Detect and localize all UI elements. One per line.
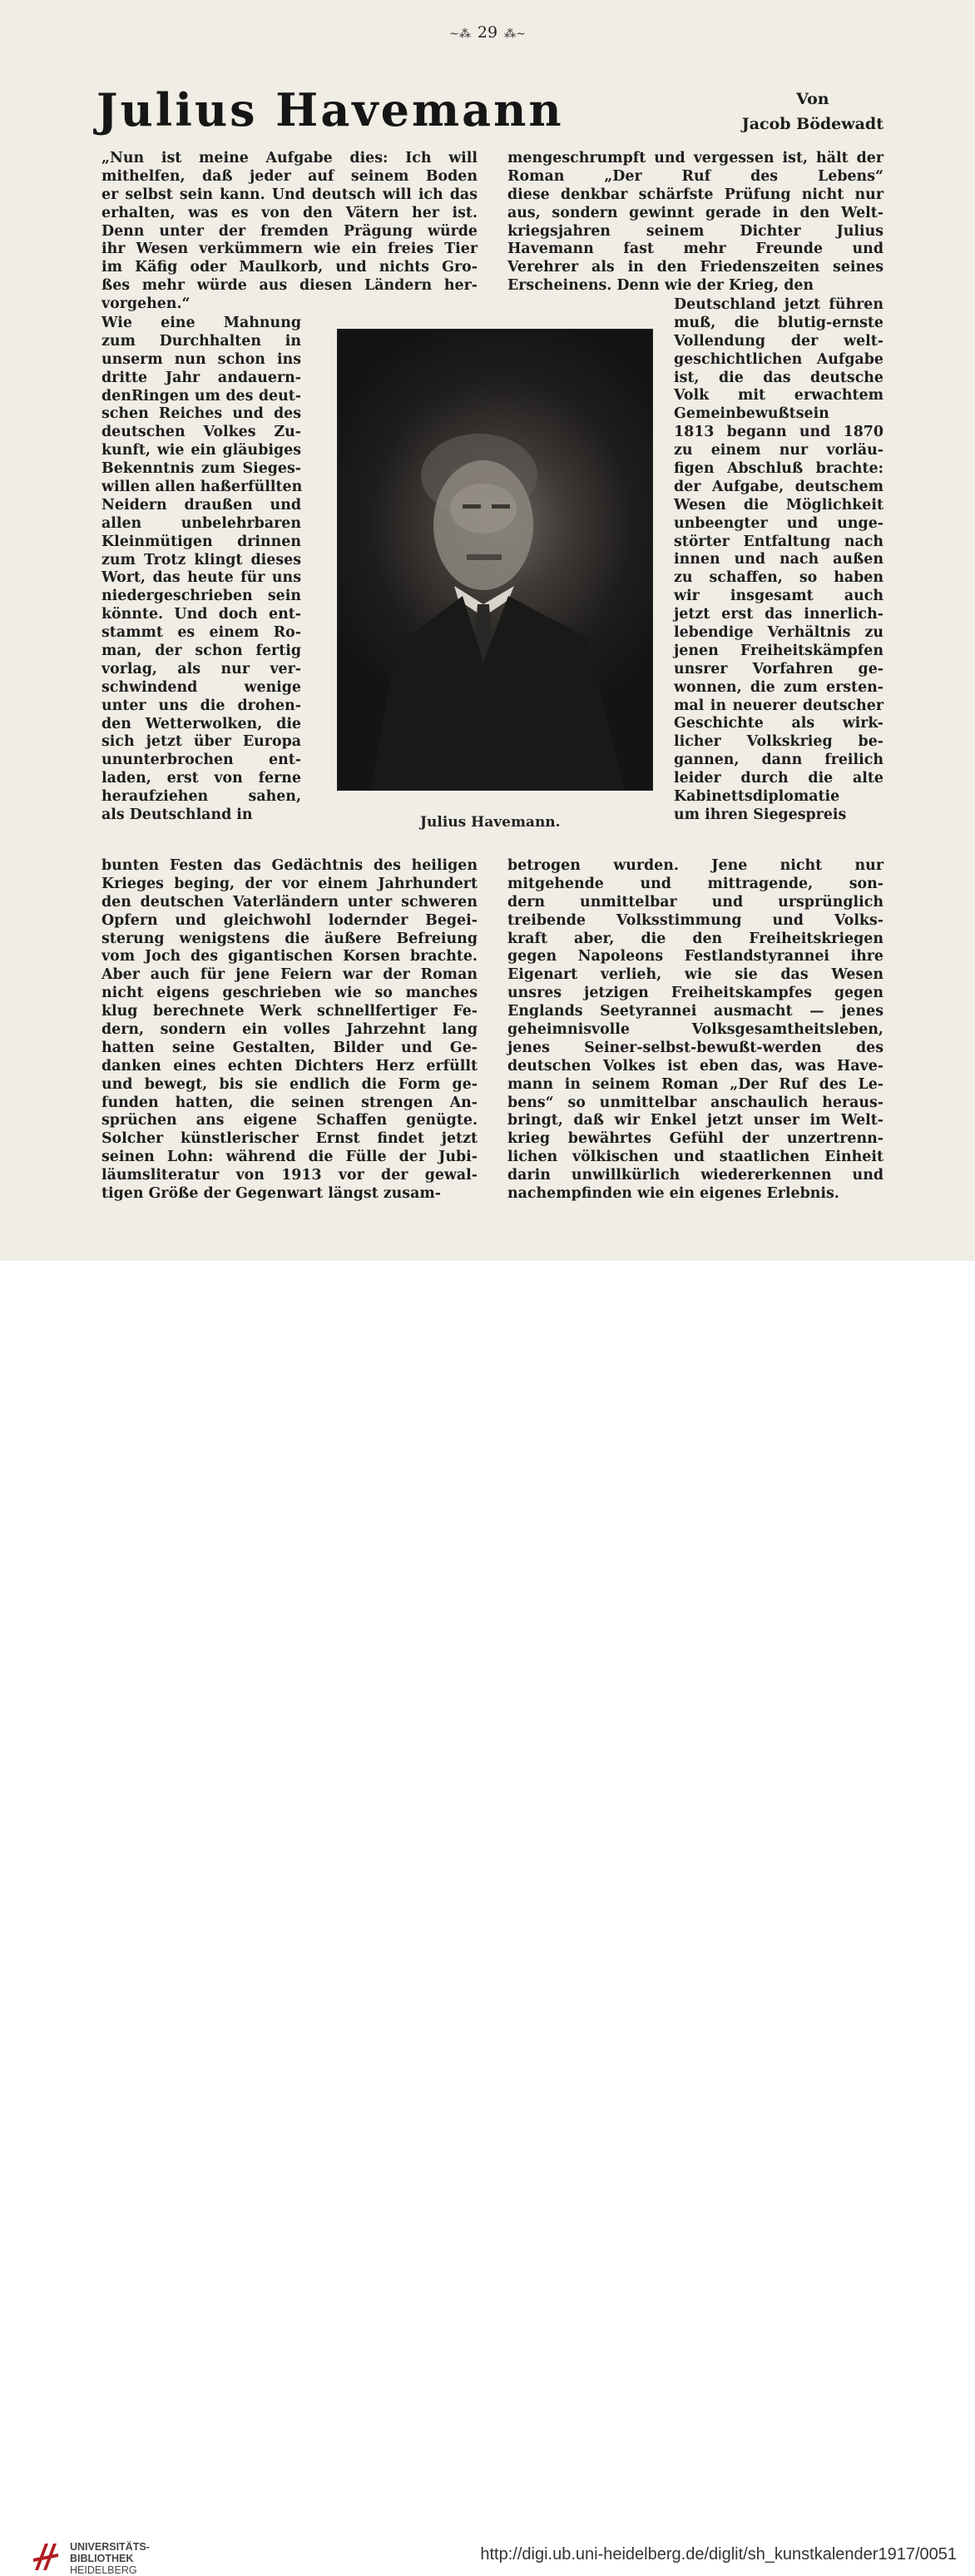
text-line: Roman „Der Ruf des Lebens“ bbox=[507, 167, 883, 185]
text-line: leider durch die alte bbox=[674, 770, 883, 787]
text-line: vom Joch des gigantischen Korsen brachte. bbox=[101, 948, 478, 965]
text-line: heraufziehen sahen, bbox=[101, 788, 301, 806]
right-ornament-icon: ⁂~ bbox=[504, 27, 526, 41]
text-line: ist, die das deutsche bbox=[674, 369, 883, 386]
text-line: im Käfig oder Maulkorb, und nichts Gro- bbox=[101, 259, 478, 276]
column-right-bottom bbox=[507, 857, 883, 1204]
text-line: gegen Napoleons Festlandstyrannei ihre bbox=[507, 948, 883, 965]
text-line: zu schaffen, so haben bbox=[674, 569, 883, 587]
left-eye bbox=[463, 504, 481, 509]
text-line: ßes mehr würde aus diesen Ländern her- bbox=[101, 277, 478, 295]
text-line: dern unmittelbar und ursprünglich bbox=[507, 893, 883, 911]
text-line: kriegsjahren seinem Dichter Julius bbox=[507, 222, 883, 240]
mustache bbox=[467, 554, 502, 560]
text-line: läumsliteratur von 1913 vor der gewal- bbox=[101, 1167, 478, 1184]
text-line: dritte Jahr andauern- bbox=[101, 369, 301, 386]
text-line: danken eines echten Dichters Herz erfüllt bbox=[101, 1057, 478, 1075]
text-line: betrogen wurden. Jene nicht nur bbox=[507, 857, 883, 874]
text-line: ihr Wesen verkümmern wie ein freies Tier bbox=[101, 241, 478, 258]
text-line: licher Volkskrieg be- bbox=[674, 733, 883, 751]
text-line: krieg bewährtes Gefühl der unzertrenn- bbox=[507, 1130, 883, 1148]
text-line: sprüchen ans eigene Schaffen genügte. bbox=[101, 1112, 478, 1129]
text-line: Kabinettsdiplomatie bbox=[674, 788, 840, 806]
text-line: erhalten, was es von den Vätern her ist. bbox=[101, 204, 478, 221]
text-line: als Deutschland in bbox=[101, 807, 253, 824]
article-title: Julius Havemann bbox=[97, 83, 564, 136]
text-line: bunten Festen das Gedächtnis des heiligen bbox=[101, 857, 478, 874]
text-line: den Wetterwolken, die bbox=[101, 715, 301, 732]
byline bbox=[742, 87, 883, 136]
text-line: funden hatten, die seinen strengen An- bbox=[101, 1094, 478, 1111]
column-left-bottom bbox=[101, 857, 478, 1204]
text-line: figen Abschluß brachte: bbox=[674, 460, 883, 478]
text-line: Deutschland jetzt führen bbox=[674, 296, 883, 313]
text-line: ununterbrochen ent- bbox=[101, 752, 301, 769]
text-line: gannen, dann freilich bbox=[674, 752, 883, 769]
text-line: vorgehen.“ bbox=[101, 295, 191, 313]
text-line: denRingen um des deut- bbox=[101, 387, 301, 405]
byline-von: Von bbox=[796, 90, 829, 108]
text-line: Vollendung der welt- bbox=[674, 332, 883, 350]
logo-line-1: UNIVERSITÄTS- bbox=[70, 2541, 150, 2553]
text-line: nachempfinden wie ein eigenes Erlebnis. bbox=[507, 1185, 839, 1203]
page-number bbox=[0, 23, 975, 42]
text-line: treibende Volksstimmung und Volks- bbox=[507, 911, 883, 929]
text-line: sterung wenigstens die äußere Befreiung bbox=[101, 930, 478, 947]
text-line: jenes Seiner-selbst-bewußt-werden des bbox=[507, 1039, 883, 1056]
text-line: Eigenart verlieh, wie sie das Wesen bbox=[507, 966, 883, 984]
logo-line-2: BIBLIOTHEK bbox=[70, 2553, 134, 2564]
left-ornament-icon: ~⁂ bbox=[449, 27, 471, 41]
text-line: mithelfen, daß jeder auf seinem Boden bbox=[101, 167, 478, 185]
suit bbox=[371, 596, 625, 790]
scanned-page bbox=[0, 0, 975, 1261]
university-logo-text[interactable] bbox=[70, 2541, 150, 2576]
text-line: unter uns die drohen- bbox=[101, 697, 301, 714]
text-line: muß, die blutig-ernste bbox=[674, 314, 883, 331]
text-line: darin unwillkürlich wiedererkennen und bbox=[507, 1167, 883, 1184]
text-line: jetzt erst das innerlich- bbox=[674, 606, 883, 623]
text-line: bens“ so unmittelbar anschaulich heraus- bbox=[507, 1094, 883, 1111]
text-line: Neidern draußen und bbox=[101, 496, 301, 514]
text-line: kunft, wie ein gläubiges bbox=[101, 442, 301, 459]
page-number-text: 29 bbox=[477, 23, 498, 42]
portrait-illustration bbox=[338, 330, 652, 790]
text-line: den deutschen Vaterländern unter schweren bbox=[101, 893, 478, 911]
text-line: vorlag, als nur ver- bbox=[101, 660, 301, 678]
text-line: lebendige Verhältnis zu bbox=[674, 624, 883, 642]
logo-line-3: HEIDELBERG bbox=[70, 2564, 137, 2576]
text-line: Englands Seetyrannei ausmacht — jenes bbox=[507, 1003, 883, 1020]
byline-author: Jacob Bödewadt bbox=[741, 115, 883, 133]
text-line: bringt, daß wir Enkel jetzt unser im Welt- bbox=[507, 1112, 883, 1129]
text-line: dern, sondern ein volles Jahrzehnt lang bbox=[101, 1021, 478, 1039]
text-line: unbeengter und unge- bbox=[674, 514, 883, 532]
text-line: zu einem nur vorläu- bbox=[674, 442, 883, 459]
text-line: Wesen die Möglichkeit bbox=[674, 496, 883, 514]
text-line: schwindend wenige bbox=[101, 678, 301, 696]
text-line: unserm nun schon ins bbox=[101, 350, 301, 368]
text-line: stammt es einem Ro- bbox=[101, 624, 301, 642]
text-line: geheimnisvolle Volksgesamtheitsleben, bbox=[507, 1021, 883, 1039]
text-line: nicht eigens geschrieben wie so manches bbox=[101, 985, 478, 1002]
column-right-narrow bbox=[674, 296, 883, 825]
text-line: seinen Lohn: während die Fülle der Jubi- bbox=[101, 1149, 478, 1166]
text-line: Aber auch für jene Feiern war der Roman bbox=[101, 966, 478, 984]
text-line: innen und nach außen bbox=[674, 551, 883, 568]
text-line: Wie eine Mahnung bbox=[101, 315, 301, 331]
text-line: lichen völkischen und staatlichen Einheit bbox=[507, 1149, 883, 1166]
text-line: niedergeschrieben sein bbox=[101, 588, 301, 605]
text-line: zum Trotz klingt dieses bbox=[101, 551, 301, 568]
column-left-narrow bbox=[101, 315, 301, 825]
portrait-photo bbox=[337, 329, 653, 791]
text-line: Gemeinbewußtsein bbox=[674, 405, 829, 423]
text-line: kraft aber, die den Freiheitskriegen bbox=[507, 930, 883, 947]
text-line: Solcher künstlerischer Ernst findet jetzt bbox=[101, 1130, 478, 1148]
text-line: Krieges beging, der vor einem Jahrhundert bbox=[101, 875, 478, 892]
text-line: 1813 begann und 1870 bbox=[674, 424, 883, 441]
text-line: geschichtlichen Aufgabe bbox=[674, 350, 883, 368]
text-line: störter Entfaltung nach bbox=[674, 533, 883, 550]
text-line: man, der schon fertig bbox=[101, 643, 301, 660]
column-left-top bbox=[101, 150, 478, 314]
text-line: deutschen Volkes ist eben das, was Have- bbox=[507, 1057, 883, 1075]
text-line: laden, erst von ferne bbox=[101, 770, 301, 787]
text-line: unsrer Vorfahren ge- bbox=[674, 660, 883, 678]
text-line: aus, sondern gewinnt gerade in den Welt- bbox=[507, 204, 883, 221]
text-line: unsres jetzigen Freiheitskampfes gegen bbox=[507, 985, 883, 1002]
text-line: schen Reiches und des bbox=[101, 405, 301, 423]
text-line: mitgehende und mittragende, son- bbox=[507, 875, 883, 892]
text-line: um ihren Siegespreis bbox=[674, 806, 847, 823]
photo-caption: Julius Havemann. bbox=[420, 814, 561, 831]
text-line: allen unbelehrbaren bbox=[101, 514, 301, 532]
text-line: sich jetzt über Europa bbox=[101, 733, 301, 751]
text-line: Volk mit erwachtem bbox=[674, 387, 883, 405]
text-line: mengeschrumpft und vergessen ist, hält der bbox=[507, 150, 883, 166]
text-line: wonnen, die zum ersten- bbox=[674, 678, 883, 696]
university-logo-icon[interactable] bbox=[32, 2539, 60, 2575]
text-line: Kleinmütigen drinnen bbox=[101, 533, 301, 550]
source-url-link[interactable]: http://digi.ub.uni-heidelberg.de/diglit/sh_kunstkalender1917/0051 bbox=[480, 2545, 957, 2564]
right-eye bbox=[492, 504, 510, 509]
text-line: Verehrer als in den Friedenszeiten seines bbox=[507, 259, 883, 276]
text-line: „Nun ist meine Aufgabe dies: Ich will bbox=[101, 150, 478, 166]
text-line: wir insgesamt auch bbox=[674, 588, 883, 605]
text-line: der Aufgabe, deutschem bbox=[674, 478, 883, 495]
footer-bar bbox=[0, 1261, 975, 2576]
text-line: willen allen haßerfüllten bbox=[101, 479, 303, 496]
text-line: diese denkbar schärfste Prüfung nicht nur bbox=[507, 186, 883, 203]
text-line: tigen Größe der Gegenwart längst zusam- bbox=[101, 1185, 441, 1203]
column-right-top bbox=[507, 150, 883, 295]
text-line: mann in seinem Roman „Der Ruf des Le- bbox=[507, 1075, 883, 1093]
text-line: Geschichte als wirk- bbox=[674, 715, 883, 732]
text-line: Denn unter der fremden Prägung würde bbox=[101, 222, 478, 240]
text-line: Opfern und gleichwohl lodernder Begei- bbox=[101, 911, 478, 929]
text-line: Bekenntnis zum Sieges- bbox=[101, 460, 301, 478]
text-line: zum Durchhalten in bbox=[101, 332, 301, 350]
text-line: Wort, das heute für uns bbox=[101, 569, 301, 587]
text-line: hatten seine Gestalten, Bilder und Ge- bbox=[101, 1039, 478, 1056]
text-line: Havemann fast mehr Freunde und bbox=[507, 241, 883, 258]
text-line: Erscheinens. Denn wie der Krieg, den bbox=[507, 277, 814, 295]
text-line: jenen Freiheitskämpfen bbox=[674, 642, 883, 659]
text-line: und bewegt, bis sie endlich die Form ge- bbox=[101, 1075, 478, 1093]
text-line: könnte. Und doch ent- bbox=[101, 606, 301, 623]
text-line: er selbst sein kann. Und deutsch will ich das bbox=[101, 186, 478, 203]
text-line: mal in neuerer deutscher bbox=[674, 697, 883, 714]
text-line: klug berechnete Werk schnellfertiger Fe- bbox=[101, 1003, 478, 1020]
text-line: deutschen Volkes Zu- bbox=[101, 424, 301, 441]
